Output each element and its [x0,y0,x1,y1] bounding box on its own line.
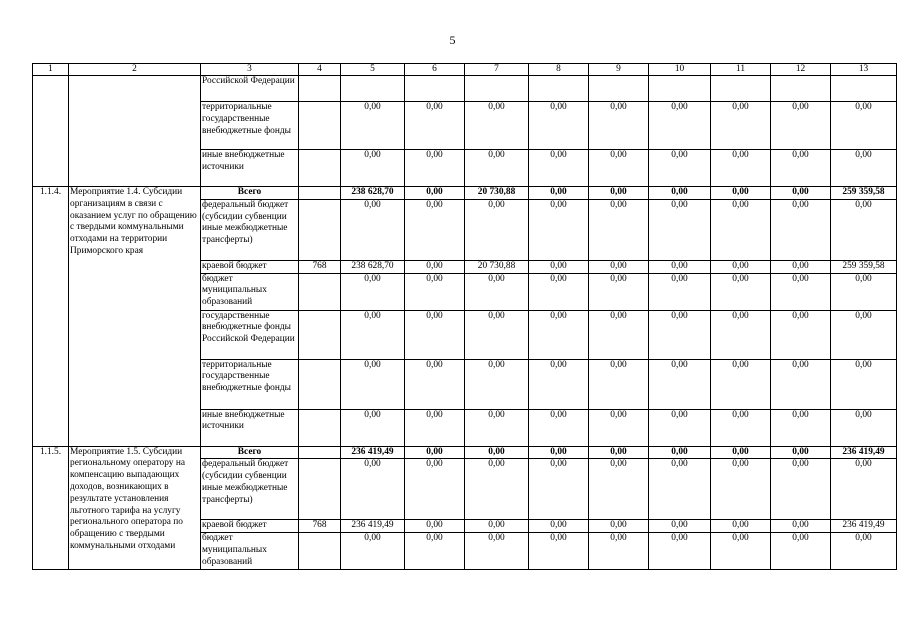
value-cell: 0,00 [589,273,649,310]
value-cell: 0,00 [341,533,405,570]
value-cell: 0,00 [405,102,465,150]
value-cell [649,76,711,102]
value-cell: 0,00 [465,359,529,409]
column-number: 11 [711,64,771,76]
value-cell: 0,00 [405,273,465,310]
value-cell: 0,00 [465,459,529,520]
value-cell: 0,00 [529,199,589,260]
budget-code-cell [299,409,341,446]
value-cell: 259 359,58 [831,260,897,273]
value-cell: 0,00 [589,459,649,520]
value-cell: 20 730,88 [465,260,529,273]
value-cell: 0,00 [649,359,711,409]
value-cell: 0,00 [711,150,771,187]
value-cell: 0,00 [465,409,529,446]
column-number: 1 [33,64,69,76]
value-cell: 0,00 [405,409,465,446]
value-cell: 0,00 [711,260,771,273]
funding-source-cell: Российской Федерации [201,76,299,102]
value-cell: 0,00 [831,409,897,446]
value-cell: 0,00 [711,102,771,150]
budget-code-cell [299,199,341,260]
value-cell [771,76,831,102]
value-cell: 0,00 [649,260,711,273]
value-cell: 0,00 [711,273,771,310]
column-number: 3 [201,64,299,76]
value-cell: 0,00 [589,446,649,459]
value-cell: 0,00 [771,260,831,273]
total-row [33,446,897,459]
column-number: 10 [649,64,711,76]
value-cell: 0,00 [465,533,529,570]
value-cell: 0,00 [649,187,711,200]
funding-source-cell: федеральный бюджет (субсидии субвенции иные межбюджетные трансферты) [201,199,299,260]
value-cell: 0,00 [529,446,589,459]
funding-source-cell: бюджет муниципальных образований [201,273,299,310]
value-cell: 0,00 [529,273,589,310]
value-cell [589,76,649,102]
value-cell: 0,00 [465,102,529,150]
value-cell: 0,00 [711,187,771,200]
value-cell: 0,00 [529,520,589,533]
value-cell: 238 628,70 [341,260,405,273]
value-cell: 0,00 [341,150,405,187]
column-number: 6 [405,64,465,76]
value-cell: 0,00 [405,310,465,359]
budget-code-cell [299,150,341,187]
value-cell: 0,00 [529,359,589,409]
measure-index: 1.1.5. [33,446,69,570]
value-cell: 0,00 [589,260,649,273]
value-cell: 0,00 [831,533,897,570]
value-cell [711,76,771,102]
funding-source-cell: краевой бюджет [201,260,299,273]
column-number: 5 [341,64,405,76]
funding-source-cell: Всего [201,187,299,200]
value-cell [465,76,529,102]
value-cell: 236 419,49 [341,446,405,459]
column-number: 4 [299,64,341,76]
budget-code-cell: 768 [299,520,341,533]
value-cell: 238 628,70 [341,187,405,200]
funding-source-cell: территориальные государственные внебюджетные фонды [201,102,299,150]
value-cell: 0,00 [589,359,649,409]
value-cell: 0,00 [405,187,465,200]
value-cell: 0,00 [649,533,711,570]
column-number: 2 [69,64,201,76]
value-cell: 0,00 [589,409,649,446]
value-cell: 0,00 [465,520,529,533]
value-cell: 0,00 [711,446,771,459]
funding-source-cell: Всего [201,446,299,459]
value-cell: 0,00 [649,446,711,459]
value-cell: 0,00 [771,150,831,187]
value-cell: 0,00 [589,187,649,200]
value-cell: 0,00 [649,409,711,446]
value-cell: 0,00 [771,446,831,459]
budget-table [32,63,897,570]
value-cell: 0,00 [529,102,589,150]
value-cell: 0,00 [589,310,649,359]
measure-name: Мероприятие 1.5. Субсидии региональному оператору на компенсацию выпадающих доходов, возникающих в результате установления льготного тарифа на услугу регионального оператора по обращению с твердыми коммунальными отходами [69,446,201,570]
value-cell: 0,00 [529,310,589,359]
value-cell: 0,00 [341,310,405,359]
value-cell: 0,00 [831,150,897,187]
value-cell: 0,00 [771,310,831,359]
measure-index: 1.1.4. [33,187,69,447]
value-cell: 0,00 [465,150,529,187]
value-cell: 0,00 [771,459,831,520]
value-cell: 0,00 [405,359,465,409]
value-cell: 0,00 [405,446,465,459]
value-cell: 0,00 [529,409,589,446]
value-cell: 0,00 [711,533,771,570]
value-cell: 0,00 [405,459,465,520]
value-cell: 0,00 [771,359,831,409]
total-row [33,187,897,200]
value-cell: 0,00 [649,199,711,260]
value-cell: 0,00 [711,409,771,446]
value-cell: 0,00 [771,533,831,570]
value-cell: 0,00 [771,199,831,260]
funding-source-cell: территориальные государственные внебюджетные фонды [201,359,299,409]
value-cell: 0,00 [341,359,405,409]
budget-code-cell [299,446,341,459]
value-cell: 259 359,58 [831,187,897,200]
value-cell: 0,00 [589,520,649,533]
value-cell: 0,00 [341,459,405,520]
value-cell: 0,00 [831,199,897,260]
value-cell: 0,00 [589,150,649,187]
value-cell: 0,00 [649,459,711,520]
budget-code-cell [299,187,341,200]
value-cell: 0,00 [831,459,897,520]
value-cell: 0,00 [529,187,589,200]
value-cell: 0,00 [529,150,589,187]
value-cell: 0,00 [341,273,405,310]
value-cell: 0,00 [529,533,589,570]
value-cell: 236 419,49 [831,446,897,459]
funding-source-cell: иные внебюджетные источники [201,150,299,187]
value-cell: 0,00 [589,533,649,570]
funding-source-cell: федеральный бюджет (субсидии субвенции иные межбюджетные трансферты) [201,459,299,520]
value-cell: 0,00 [405,520,465,533]
value-cell: 0,00 [405,260,465,273]
value-cell: 0,00 [831,273,897,310]
page-number: 5 [449,33,456,47]
value-cell: 0,00 [465,310,529,359]
value-cell: 0,00 [649,520,711,533]
budget-code-cell [299,273,341,310]
value-cell: 0,00 [831,359,897,409]
value-cell: 0,00 [529,459,589,520]
budget-code-cell [299,459,341,520]
value-cell: 0,00 [771,409,831,446]
budget-code-cell [299,102,341,150]
value-cell [529,76,589,102]
value-cell: 0,00 [341,409,405,446]
value-cell: 0,00 [711,459,771,520]
value-cell: 0,00 [405,150,465,187]
value-cell: 0,00 [711,520,771,533]
value-cell: 0,00 [465,199,529,260]
funding-source-cell: бюджет муниципальных образований [201,533,299,570]
value-cell [831,76,897,102]
value-cell: 236 419,49 [341,520,405,533]
value-cell: 0,00 [649,273,711,310]
column-number: 9 [589,64,649,76]
budget-code-cell: 768 [299,260,341,273]
value-cell: 0,00 [711,359,771,409]
value-cell: 0,00 [771,187,831,200]
column-number: 12 [771,64,831,76]
value-cell: 0,00 [589,102,649,150]
funding-source-cell: иные внебюджетные источники [201,409,299,446]
budget-code-cell [299,76,341,102]
value-cell: 0,00 [465,273,529,310]
value-cell: 0,00 [711,199,771,260]
value-cell: 0,00 [529,260,589,273]
funding-source-cell: государственные внебюджетные фонды Российской Федерации [201,310,299,359]
value-cell: 0,00 [589,199,649,260]
value-cell: 0,00 [771,273,831,310]
value-cell [341,76,405,102]
value-cell [405,76,465,102]
value-cell: 0,00 [405,199,465,260]
value-cell: 0,00 [405,533,465,570]
column-number: 13 [831,64,897,76]
value-cell: 0,00 [341,199,405,260]
value-cell: 0,00 [771,520,831,533]
value-cell: 0,00 [465,446,529,459]
value-cell: 0,00 [649,102,711,150]
column-number: 8 [529,64,589,76]
value-cell: 20 730,88 [465,187,529,200]
budget-code-cell [299,310,341,359]
value-cell: 0,00 [341,102,405,150]
measure-name-cell [69,76,201,187]
value-cell: 0,00 [649,150,711,187]
value-cell: 0,00 [711,310,771,359]
column-number-row [33,64,897,76]
table-row [33,76,897,102]
value-cell: 0,00 [771,102,831,150]
measure-name: Мероприятие 1.4. Субсидии организациям в связи с оказанием услуг по обращению с твердыми коммунальными отходами на территории Приморского края [69,187,201,447]
column-number: 7 [465,64,529,76]
budget-code-cell [299,359,341,409]
value-cell: 0,00 [831,310,897,359]
value-cell: 236 419,49 [831,520,897,533]
budget-code-cell [299,533,341,570]
value-cell: 0,00 [831,102,897,150]
value-cell: 0,00 [649,310,711,359]
index-cell [33,76,69,187]
funding-source-cell: краевой бюджет [201,520,299,533]
